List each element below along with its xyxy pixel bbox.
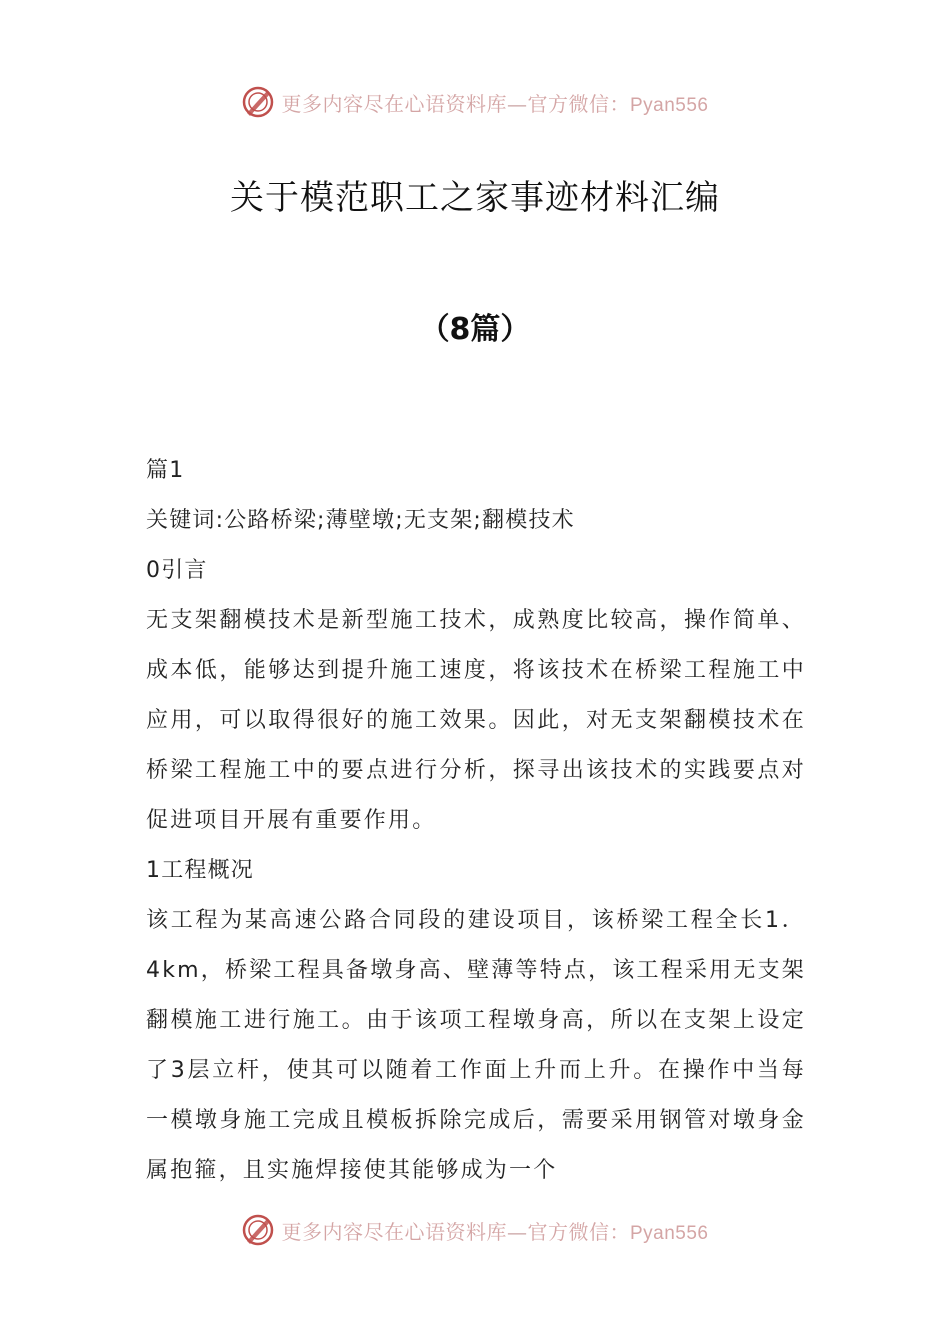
keywords-line: 关键词:公路桥梁;薄壁墩;无支架;翻模技术 <box>146 508 575 533</box>
watermark-main: 更多内容尽在心语资料库 <box>281 91 507 116</box>
document-body <box>146 446 806 1196</box>
watermark-contact-id: Pyan556 <box>629 1222 709 1244</box>
heading-introduction: 0引言 <box>146 558 208 583</box>
watermark-contact-label: 官方微信： <box>527 1219 630 1244</box>
pen-circle-icon <box>241 85 275 119</box>
footer-watermark-banner <box>0 1210 950 1250</box>
watermark-separator: — <box>506 1219 528 1244</box>
project-overview-paragraph: 该工程为某高速公路合同段的建设项目，该桥梁工程全长1．4km，桥梁工程具备墩身高、壁薄等特点，该工程采用无支架翻模施工进行施工。由于该项工程墩身高，所以在支架上设定了3层立杆，使其可以随着工作面上升而上升。在操作中当每一模墩身施工完成且模板拆除完成后，需要采用钢管对墩身金属抱箍，且实施焊接使其能够成为一个 <box>146 908 806 1183</box>
header-watermark-banner <box>0 82 950 122</box>
document-title: 关于模范职工之家事迹材料汇编 <box>230 178 720 218</box>
section-label: 篇1 <box>146 458 185 483</box>
watermark-separator: — <box>506 91 528 116</box>
watermark-text <box>281 1216 708 1245</box>
watermark-contact-id: Pyan556 <box>629 94 709 116</box>
heading-project-overview: 1工程概况 <box>146 858 254 883</box>
watermark-main: 更多内容尽在心语资料库 <box>281 1219 507 1244</box>
watermark-contact-label: 官方微信： <box>527 91 630 116</box>
introduction-paragraph: 无支架翻模技术是新型施工技术，成熟度比较高，操作简单、成本低，能够达到提升施工速度，将该技术在桥梁工程施工中应用，可以取得很好的施工效果。因此，对无支架翻模技术在桥梁工程施工中的要点进行分析，探寻出该技术的实践要点对促进项目开展有重要作用。 <box>146 608 806 833</box>
watermark-text <box>281 88 708 117</box>
pen-circle-icon <box>241 1213 275 1247</box>
document-subtitle: （8篇） <box>419 312 531 347</box>
